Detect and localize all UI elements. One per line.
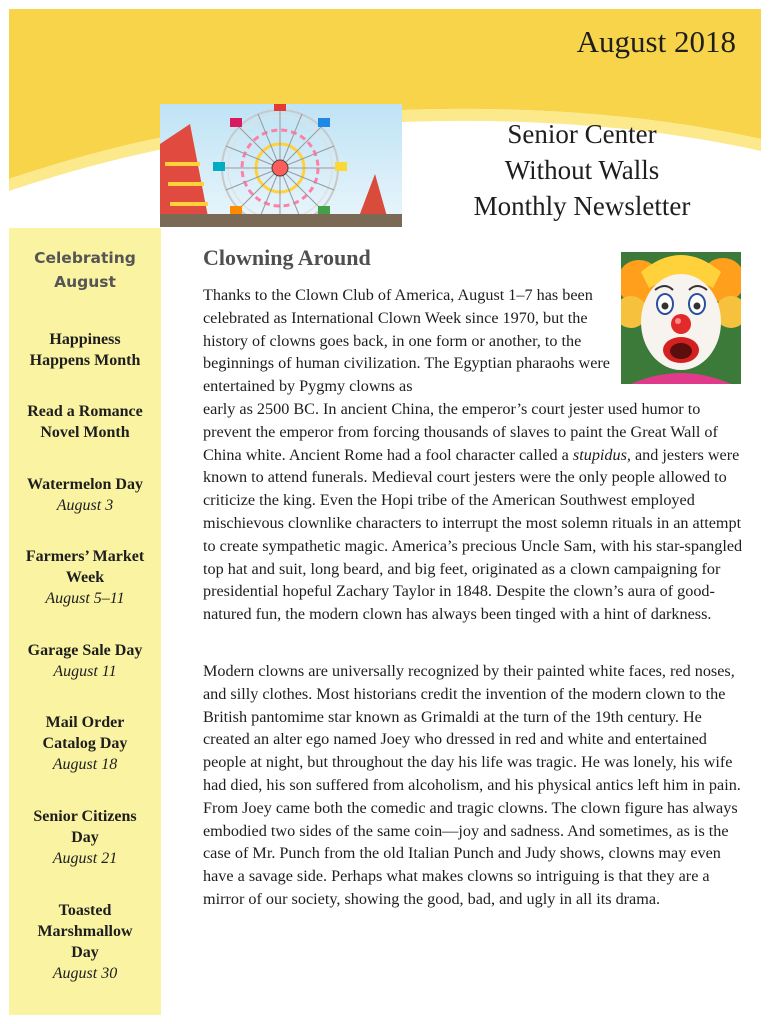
ferris-wheel-photo	[160, 104, 402, 227]
sidebar-item	[9, 900, 161, 984]
observance-name: Senior Citizens Day	[33, 808, 137, 846]
observance-name: Garage Sale Day	[27, 642, 143, 659]
paragraph-text: and jesters were known to attend funerals. Medieval court jesters were the only people allowed to criticize the king. Even the Hopi tribe of the American Southwest employed mischievous clownlike characters to interrupt the most solemn rituals in an attempt to create sympathetic magic. America’s precious Uncle Sam, with his star-spangled top hat and suit, long beard, and big feet, originated as a clown campaigning for presidential hopeful Zachary Taylor in 1848. Despite the clown’s aura of good-natured fun, the modern clown has always been tinged with a hint of darkness.	[203, 445, 743, 624]
newsletter-title	[414, 116, 750, 224]
observance-name: Watermelon Day	[27, 476, 143, 493]
sidebar-heading	[9, 246, 161, 294]
article-paragraph-1-intro: Thanks to the Clown Club of America, August 1–7 has been celebrated as International Clown Week since 1970, but the history of clowns goes back, in one form or another, to the beginnings of human civilization. The Egyptian pharaohs were entertained by Pygmy clowns as	[203, 286, 610, 396]
observance-date: August 11	[53, 663, 117, 680]
observance-name: Mail Order Catalog Day	[42, 714, 128, 752]
observance-date: August 18	[52, 756, 118, 773]
sidebar-item	[9, 401, 161, 443]
sidebar-item	[9, 329, 161, 371]
observance-date: August 30	[52, 965, 118, 982]
observance-name: Happiness Happens Month	[29, 331, 141, 369]
article-title: Clowning Around	[203, 245, 371, 270]
sidebar-heading-line: Celebrating	[34, 249, 136, 267]
observance-date: August 5–11	[45, 590, 125, 607]
clown-face-photo	[621, 252, 741, 384]
sidebar-item	[9, 806, 161, 869]
italic-term: stupidus,	[572, 445, 631, 464]
newsletter-title-line: Without Walls	[504, 155, 660, 185]
sidebar-item	[9, 712, 161, 775]
newsletter-title-line: Monthly Newsletter	[473, 191, 691, 221]
observance-name: Read a Romance Novel Month	[27, 403, 143, 441]
article-paragraph-2: Modern clowns are universally recognized by their painted white faces, red noses, and silly clothes. Most historians credit the invention of the modern clown to the British pantomime star known as Grimaldi at the turn of the 19th century. He created an alter ego named Joey who dressed in red and white and entertained people at night, but throughout the day his life was tragic. He was lonely, his wife had died, his son suffered from alcoholism, and his physical antics left him in pain. From Joey came both the comedic and tragic clowns. The clown figure has always embodied two sides of the same coin—joy and sadness. And sometimes, as is the case of Mr. Punch from the old Italian Punch and Judy shows, clowns may even have a savage side. Perhaps what makes clowns so intriguing is that they are a mirror of our society, showing the good, bad, and ugly in all its drama.	[203, 662, 741, 908]
sidebar-heading-line: August	[54, 273, 116, 291]
sidebar-item	[9, 474, 161, 516]
observance-date: August 21	[52, 850, 118, 867]
observance-name: Toasted Marshmallow Day	[37, 902, 133, 961]
observance-name: Farmers’ Market Week	[25, 548, 145, 586]
newsletter-title-line: Senior Center	[507, 119, 657, 149]
celebrations-sidebar	[9, 228, 161, 1015]
paragraph-text: early as 2500 BC. In ancient China, the emperor’s court jester used humor to prevent the emperor from forcing thousands of slaves to paint the Great Wall of China white. Ancient Rome had a fool character called a	[203, 400, 718, 464]
sidebar-item	[9, 640, 161, 682]
sidebar-item	[9, 546, 161, 609]
newsletter-date: August 2018	[576, 24, 736, 59]
observance-date: August 3	[56, 497, 114, 514]
article-paragraph-1-continued	[203, 398, 751, 626]
